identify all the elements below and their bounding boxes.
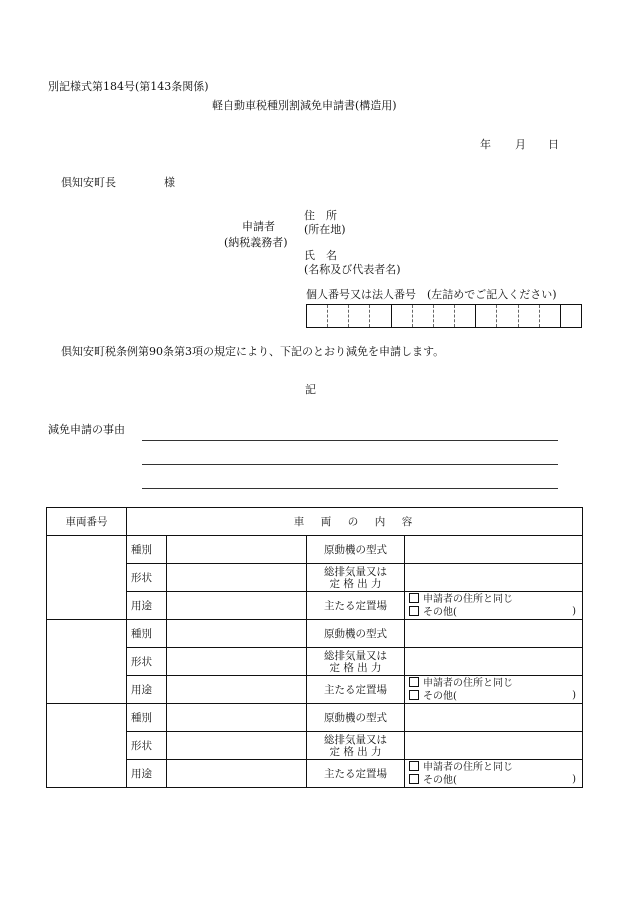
reason-line-1[interactable] [142, 440, 558, 441]
displacement-label-line2: 定 格 出 力 [329, 661, 382, 674]
name-sub-label: (名称及び代表者名) [304, 263, 401, 276]
table-row [47, 760, 583, 788]
vehicle-number-header: 車両番号 [47, 508, 127, 536]
application-statement: 倶知安町税条例第90条第3項の規定により、下記のとおり減免を申請します。 [61, 345, 445, 358]
table-row [47, 676, 583, 704]
shape-label: 形状 [127, 648, 167, 676]
number-digit-cell[interactable] [539, 305, 560, 327]
checkbox-icon[interactable] [409, 774, 419, 784]
displacement-label [307, 732, 405, 760]
displacement-label-line1: 総排気量又は [324, 565, 387, 578]
use-label: 用途 [127, 760, 167, 788]
address-sub-label: (所在地) [304, 223, 346, 236]
vehicle-table [46, 507, 583, 788]
option-same-address[interactable]: 申請者の住所と同じ [409, 677, 578, 690]
checkbox-icon[interactable] [409, 677, 419, 687]
location-label: 主たる定置場 [307, 676, 405, 704]
vehicle-number-cell[interactable] [47, 536, 127, 620]
shape-value[interactable] [167, 564, 307, 592]
use-label: 用途 [127, 676, 167, 704]
shape-value[interactable] [167, 648, 307, 676]
number-digit-cell[interactable] [475, 305, 496, 327]
option-same-address[interactable]: 申請者の住所と同じ [409, 593, 578, 606]
number-digit-cell[interactable] [412, 305, 433, 327]
engine-model-value[interactable] [405, 620, 583, 648]
use-value[interactable] [167, 676, 307, 704]
displacement-label-line1: 総排気量又は [324, 649, 387, 662]
ki-label: 記 [305, 383, 316, 396]
reason-label: 減免申請の事由 [48, 423, 125, 436]
option-other[interactable]: その他( ) [409, 606, 578, 619]
personal-number-label: 個人番号又は法人番号 (左詰めでご記入ください) [306, 288, 557, 301]
personal-number-field[interactable] [306, 304, 582, 328]
addressee-name: 倶知安町長 [61, 176, 116, 189]
location-options [405, 760, 583, 788]
location-label: 主たる定置場 [307, 592, 405, 620]
number-digit-cell[interactable] [433, 305, 454, 327]
type-value[interactable] [167, 536, 307, 564]
number-digit-cell[interactable] [518, 305, 539, 327]
engine-model-value[interactable] [405, 536, 583, 564]
number-digit-cell[interactable] [307, 305, 327, 327]
reason-line-3[interactable] [142, 488, 558, 489]
vehicle-number-cell[interactable] [47, 620, 127, 704]
engine-model-label: 原動機の型式 [307, 620, 405, 648]
displacement-label-line2: 定 格 出 力 [329, 745, 382, 758]
type-label: 種別 [127, 536, 167, 564]
date-day-label: 日 [548, 138, 559, 151]
table-row [47, 592, 583, 620]
name-label: 氏 名 [304, 249, 337, 262]
number-digit-cell[interactable] [391, 305, 412, 327]
checkbox-icon[interactable] [409, 593, 419, 603]
shape-value[interactable] [167, 732, 307, 760]
option-other[interactable]: その他( ) [409, 774, 578, 787]
checkbox-icon[interactable] [409, 690, 419, 700]
number-digit-cell[interactable] [454, 305, 475, 327]
number-digit-cell[interactable] [348, 305, 369, 327]
number-digit-cell[interactable] [369, 305, 390, 327]
form-reference: 別記様式第184号(第143条関係) [48, 80, 209, 93]
date-year-label: 年 [480, 138, 491, 151]
table-row [47, 704, 583, 732]
displacement-label [307, 564, 405, 592]
option-other[interactable]: その他( ) [409, 690, 578, 703]
shape-label: 形状 [127, 732, 167, 760]
type-label: 種別 [127, 620, 167, 648]
type-label: 種別 [127, 704, 167, 732]
checkbox-icon[interactable] [409, 761, 419, 771]
vehicle-contents-header: 車 両 の 内 容 [127, 508, 583, 536]
location-label: 主たる定置場 [307, 760, 405, 788]
addressee-honorific: 様 [164, 176, 175, 189]
table-row [47, 648, 583, 676]
number-digit-cell[interactable] [496, 305, 517, 327]
displacement-value[interactable] [405, 564, 583, 592]
vehicle-number-cell[interactable] [47, 704, 127, 788]
type-value[interactable] [167, 620, 307, 648]
number-digit-cell[interactable] [560, 305, 581, 327]
reason-line-2[interactable] [142, 464, 558, 465]
engine-model-label: 原動機の型式 [307, 704, 405, 732]
type-value[interactable] [167, 704, 307, 732]
table-row [47, 564, 583, 592]
use-value[interactable] [167, 760, 307, 788]
use-value[interactable] [167, 592, 307, 620]
displacement-label-line1: 総排気量又は [324, 733, 387, 746]
displacement-value[interactable] [405, 732, 583, 760]
table-header-row [47, 508, 583, 536]
table-row [47, 620, 583, 648]
use-label: 用途 [127, 592, 167, 620]
shape-label: 形状 [127, 564, 167, 592]
address-label: 住 所 [304, 209, 337, 222]
number-digit-cell[interactable] [327, 305, 348, 327]
engine-model-label: 原動機の型式 [307, 536, 405, 564]
engine-model-value[interactable] [405, 704, 583, 732]
option-same-address[interactable]: 申請者の住所と同じ [409, 761, 578, 774]
applicant-sub-label: (納税義務者) [224, 236, 288, 249]
document-title: 軽自動車税種別割減免申請書(構造用) [212, 99, 397, 112]
location-options [405, 592, 583, 620]
location-options [405, 676, 583, 704]
table-row [47, 732, 583, 760]
date-month-label: 月 [515, 138, 526, 151]
checkbox-icon[interactable] [409, 606, 419, 616]
displacement-label [307, 648, 405, 676]
displacement-label-line2: 定 格 出 力 [329, 577, 382, 590]
applicant-label: 申請者 [242, 220, 275, 233]
table-row [47, 536, 583, 564]
displacement-value[interactable] [405, 648, 583, 676]
